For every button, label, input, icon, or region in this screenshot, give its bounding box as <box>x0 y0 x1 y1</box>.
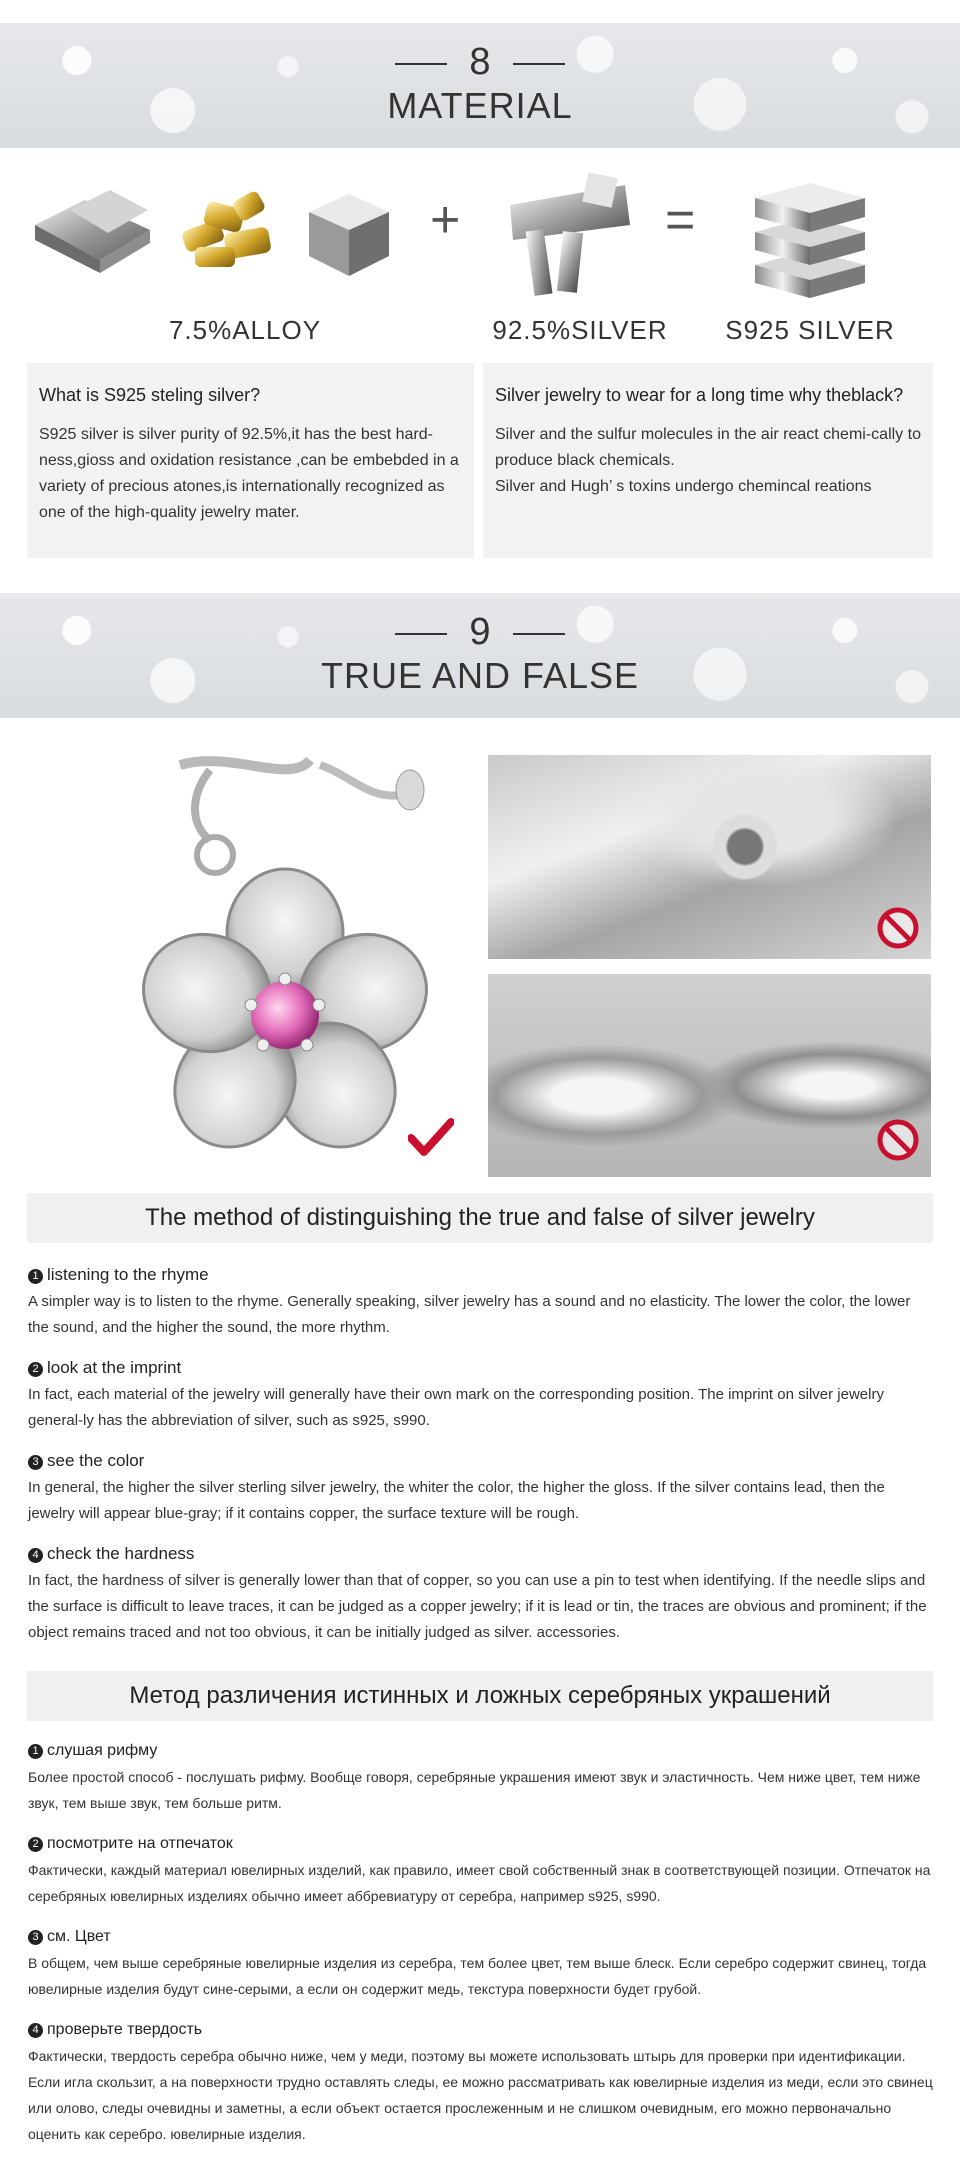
tip-body: In general, the higher the silver sterling silver jewelry, the whiter the color, the higher the gloss. If the silver contains lead, then the jewelry will appear blue-gray; if it contains copper, the surface texture will be rough. <box>28 1479 885 1522</box>
info-box-why-black <box>483 363 933 558</box>
section-banner-true-false <box>0 593 960 718</box>
tip-title: слушая рифму <box>47 1742 158 1759</box>
tip-en-2 <box>28 1358 934 1434</box>
counterfeit-earring-photo <box>488 974 931 1177</box>
tip-body: Более простой способ - послушать рифму. Вообще говоря, серебряные украшения имеют звук и эластичность. Чем ниже цвет, тем ниже звук, тем выше звук, тем больше ритм. <box>28 1769 921 1811</box>
bullet-number: 4 <box>28 2023 43 2038</box>
raw-silver-icon <box>505 170 635 305</box>
tip-body: A simpler way is to listen to the rhyme. Generally speaking, silver jewelry has a sound and no elasticity. The lower the color, the lower the sound, and the higher the sound, the more rhythm. <box>28 1293 911 1336</box>
s925-label: S925 SILVER <box>725 315 895 345</box>
tip-title: listening to the rhyme <box>47 1265 209 1284</box>
tip-title: look at the imprint <box>47 1358 182 1377</box>
section-number: 9 <box>0 611 960 654</box>
section-number: 8 <box>0 41 960 84</box>
bullet-number: 3 <box>28 1455 43 1470</box>
metal-cube-icon <box>305 190 393 278</box>
tip-ru-4 <box>28 2021 934 2147</box>
method-title-ru: Метод различения истинных и ложных серебряных украшений <box>27 1671 933 1721</box>
bullet-number: 1 <box>28 1269 43 1284</box>
prohibited-icon <box>876 906 920 950</box>
silver-bar-icon <box>30 185 155 275</box>
info-box-what-is-s925 <box>27 363 474 558</box>
tip-title: check the hardness <box>47 1544 195 1563</box>
check-mark-icon <box>408 1118 454 1158</box>
info-body-line1: Silver and the sulfur molecules in the air react chemi-cally to produce black chemicals. <box>495 426 921 469</box>
tip-en-1 <box>28 1265 934 1341</box>
bullet-number: 3 <box>28 1930 43 1945</box>
tip-body: In fact, the hardness of silver is generally lower than that of copper, so you can use a pin to test when identifying. If the needle slips and the surface is difficult to leave traces, it can be judged as a copper jewelry; if it is lead or tin, the traces are obvious and prominent; if the object remains traced and not too obvious, it can be initially judged as silver. accessories. <box>28 1572 927 1641</box>
info-body-line2: Silver and Hugh’ s toxins undergo chemincal reations <box>495 478 872 495</box>
alloy-label: 7.5%ALLOY <box>168 315 322 345</box>
tip-body: Фактически, твердость серебра обычно ниже, чем у меди, поэтому вы можете использовать штырь для проверки при идентификации. Если игла скользит, а на поверхности трудно оставлять следы, ее можно рассматривать как ювелирные изделия из меди, если это свинец или олово, следы очевидны и заметны, а если объект остается прослеженным и не слишком очевидным, его можно первоначально оценить как серебро. ювелирные изделия. <box>28 2048 933 2142</box>
tip-title: посмотрите на отпечаток <box>47 1835 233 1852</box>
info-body: S925 silver is silver purity of 92.5%,it has the best hard-ness,gioss and oxidation resistance ,can be embebded in a variety of precious atones,is internationally recognized as one of the high-quality jewelry mater. <box>39 426 459 521</box>
bullet-number: 4 <box>28 1548 43 1563</box>
info-heading: What is S925 steling silver? <box>39 385 261 405</box>
tip-ru-3 <box>28 1928 934 2002</box>
section-banner-material <box>0 23 960 148</box>
plus-sign: + <box>430 191 461 249</box>
tip-body: В общем, чем выше серебряные ювелирные изделия из серебра, тем более цвет, тем выше блеск. Если серебро содержит свинец, тогда ювелирные изделия будут сине-серыми, а если он содержит медь, текстура поверхности будет грубой. <box>28 1955 927 1997</box>
section-title: MATERIAL <box>387 85 573 126</box>
tip-title: see the color <box>47 1451 145 1470</box>
tip-ru-1 <box>28 1742 934 1816</box>
tip-body: Фактически, каждый материал ювелирных изделий, как правило, имеет свой собственный знак в соответствующей позиции. Отпечаток на серебряных ювелирных изделиях обычно имеет аббревиатуру от серебра, например s925, s990. <box>28 1862 931 1904</box>
prohibited-icon <box>876 1118 920 1162</box>
tip-en-3 <box>28 1451 934 1527</box>
silver-ingot-stack-icon <box>745 170 875 305</box>
bullet-number: 2 <box>28 1362 43 1377</box>
tip-ru-2 <box>28 1835 934 1909</box>
counterfeit-stamp-photo <box>488 755 931 959</box>
section-title: TRUE AND FALSE <box>320 655 640 696</box>
flower-pendant-image <box>110 755 460 1175</box>
bullet-number: 2 <box>28 1837 43 1852</box>
bullet-number: 1 <box>28 1744 43 1759</box>
tip-body: In fact, each material of the jewelry will generally have their own mark on the corresponding position. The imprint on silver jewelry general-ly has the abbreviation of silver, such as s925, s990. <box>28 1386 884 1429</box>
tip-title: проверьте твердость <box>47 2021 203 2038</box>
method-title-en: The method of distinguishing the true and false of silver jewelry <box>27 1193 933 1243</box>
genuine-pendant-photo <box>110 755 460 1175</box>
info-heading: Silver jewelry to wear for a long time why theblack? <box>495 385 904 405</box>
tip-en-4 <box>28 1544 934 1646</box>
equals-sign: = <box>665 191 696 249</box>
silver-label: 92.5%SILVER <box>492 315 668 345</box>
gold-nuggets-icon <box>175 185 280 275</box>
tip-title: см. Цвет <box>47 1928 111 1945</box>
